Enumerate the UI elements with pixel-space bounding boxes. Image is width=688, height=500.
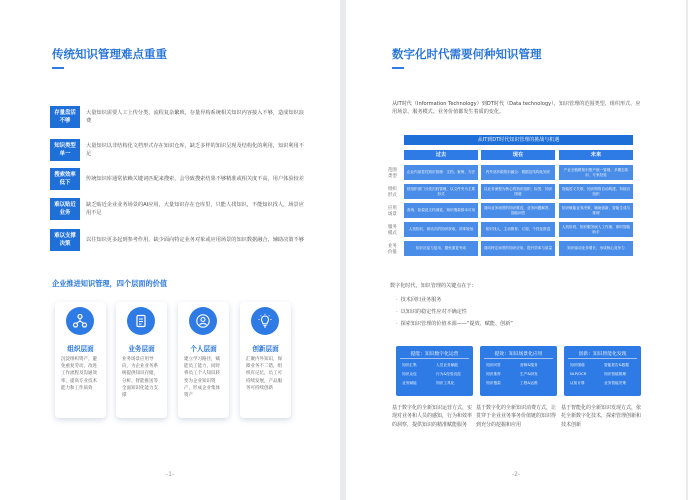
card-title: 个人层面 xyxy=(190,345,217,353)
box-title: 创新：知识智能化发现 xyxy=(578,352,627,357)
pain-point-tag: 难以支撑 决策 xyxy=(50,229,80,251)
key-point-bullet: · 技术回归业务服务 xyxy=(396,296,441,303)
box-item: 营销&服务 xyxy=(520,363,538,367)
box-description: 基于数字化的全新知识消费方式，让贯穿于企业业务事务价值链的知识得到充分的挖掘和应用 xyxy=(476,405,557,428)
table-cell: 企业内部显性知识管理：文档、案例、方法 xyxy=(404,165,478,180)
table-header: 过去 xyxy=(404,150,478,160)
box-item: 知识搜索 xyxy=(486,381,501,385)
box-title: 提能：知识数字化运营 xyxy=(410,352,459,357)
key-points-intro: 数字化时代，知识管理的关键点在于： xyxy=(390,283,477,289)
capability-box-innovation xyxy=(564,346,641,396)
card-body: 业务场景应用导向，为企业业务系统提供知识存储、分析、智能推送等全面知识化能力支撑 xyxy=(122,357,158,399)
box-item: 知识问答 xyxy=(486,363,501,367)
box-item: 行为&经验沉淀 xyxy=(436,372,461,376)
box-item: 智能报告&数据 xyxy=(604,363,629,367)
pain-point-desc: 以往知识更多起到参考作用，缺少面向特定业务对象或应用场景的知识数据融合，辅助决策不够 xyxy=(86,236,304,243)
key-point-bullet: · 以知识的稳定性应对不确定性 xyxy=(396,308,467,315)
table-cell: 产业全链路知识资产统一管理，多模态知识、专家经验 xyxy=(559,165,633,180)
pain-point-tag: 知识类型 单一 xyxy=(50,139,80,161)
box-item: 知识工具化 xyxy=(436,381,455,385)
pain-point-tag: 存量盘活 不够 xyxy=(50,106,80,128)
box-item: 业务智能决策 xyxy=(604,381,627,385)
page-title: 数字化时代需要何种知识管理 xyxy=(392,47,542,61)
page-right xyxy=(346,0,686,500)
card-body: 汇聚内外知识，保障业务不二错，组织有记忆，员工可持续发展，产品服务可持续创新 xyxy=(246,357,282,391)
table-cell: 查询、检索及文档浏览，知识搜索基本可用 xyxy=(404,203,478,218)
table-cell: 面向特定场景的知识应用，提升效率与质量 xyxy=(481,241,555,256)
value-card-business xyxy=(116,302,167,418)
page-left xyxy=(0,0,340,500)
value-card-innovation xyxy=(240,302,291,418)
intro-paragraph: 从IT时代（Information Technology）到DT时代（Data technology），知识管理的范围类型、组织形式、应用场景、服务模式、业务价值都发生着质的变化。 xyxy=(392,101,641,116)
table-row-label: 服务 模式 xyxy=(388,225,397,236)
table-row-label: 组织 形式 xyxy=(388,187,397,198)
person-icon xyxy=(189,307,217,335)
table-cell: 按组织部门分类归档管理，以文件夹为主要形式 xyxy=(404,184,478,199)
card-body: 建立学习路径，赋能员工能力，同时将员工个人知识转变为企业知识资产，形成企业集体资产 xyxy=(184,357,220,399)
card-title: 业务层面 xyxy=(128,345,155,353)
box-item: 知识智能推理 xyxy=(604,372,627,376)
box-item: 生产&研发 xyxy=(520,372,538,376)
pain-point-desc: 大量知识以非结构化文档形式存在知识仓库，缺乏多样的知识呈现及结构化的利用，知识利用不足 xyxy=(86,142,304,157)
title-accent-bar xyxy=(52,67,64,69)
table-row-label: 范围 类型 xyxy=(388,168,397,179)
pain-point-row xyxy=(50,104,305,130)
page-number: -1- xyxy=(165,471,175,478)
section-subtitle: 企业推进知识管理，四个层面的价值 xyxy=(52,279,168,288)
network-icon xyxy=(66,307,94,335)
pain-point-desc: 大量知识需要人工上传分类，流程复杂繁琐，存量异构系统相关知识内容接入不够，造成知识浪费 xyxy=(86,109,304,124)
pain-point-row xyxy=(50,166,305,192)
box-item: 知识汇集 xyxy=(402,363,417,367)
card-body: 沉淀组织资产，避免重复劳动，改进工作流程及沟通效率，提高专业技术能力和工作质效 xyxy=(61,357,97,391)
box-item: 业务赋能 xyxy=(402,381,417,385)
pain-point-row xyxy=(50,137,305,163)
pain-point-row xyxy=(50,227,305,253)
pain-point-tag: 难以贴近 业务 xyxy=(50,198,80,220)
box-item: 工程&运维 xyxy=(520,381,538,385)
table-cell: 智能语义关联、知识网络自动构建，持续自组织 xyxy=(559,184,633,199)
table-row-label: 应用 场景 xyxy=(388,206,397,217)
pain-point-row xyxy=(50,196,305,222)
box-divider xyxy=(484,358,553,359)
table-cell: 内外部多源知识融合：数据及结构化知识 xyxy=(481,165,555,180)
table-cell: 知识找人，主动推荐、订阅，个性化推送 xyxy=(481,222,555,237)
table-cell: 知识沉淀与复用，避免重复劳动 xyxy=(404,241,478,256)
box-item: 知识众包 xyxy=(402,372,417,376)
capability-box-operation xyxy=(396,346,473,396)
box-item: NLP/OCR xyxy=(570,372,587,376)
box-item: 人员业务赋能 xyxy=(436,363,459,367)
table-header: 现在 xyxy=(481,150,555,160)
box-item: 知识推荐 xyxy=(486,372,501,376)
value-card-personal xyxy=(178,302,229,418)
box-title: 提效：知识场景化应用 xyxy=(494,352,543,357)
title-accent-bar xyxy=(392,67,404,69)
pain-point-tag: 搜索效率 低下 xyxy=(50,168,80,190)
box-item: 认知计算 xyxy=(570,381,585,385)
box-divider xyxy=(568,358,637,359)
key-point-bullet: · 探索知识管理的价值本源——“提效、赋能、创新” xyxy=(396,320,513,327)
table-cell: 知识赋能业务决策，辅助创新，智能生成与推理 xyxy=(559,203,633,218)
box-divider xyxy=(400,358,469,359)
table-cell: 人机协同，知识服务嵌入工作流，即时智能助手 xyxy=(559,222,633,237)
box-item: 知识图谱 xyxy=(570,363,585,367)
box-description: 基于智能化的全新知识发现方式，依托全新数字化技术，探索管理创新和技术创新 xyxy=(561,405,642,428)
pain-point-desc: 传统知识库通常依赖关键词匹配来搜索，会导致搜索结果不够精准或相关度不高，用户体验较差 xyxy=(86,175,304,182)
table-cell: 知识驱动业务增长，形成核心竞争力 xyxy=(559,241,633,256)
table-cell: 人找知识，被动式的知识获取，效率较低 xyxy=(404,222,478,237)
page-title: 传统知识管理难点重重 xyxy=(52,47,167,61)
table-cell: 以业务流程为核心的知识组织，标签、知识图谱 xyxy=(481,184,555,199)
table-title: 从IT到DT时代知识管理的挑战与机遇 xyxy=(404,135,633,145)
capability-box-application xyxy=(480,346,557,396)
document-icon xyxy=(127,307,155,335)
box-description: 基于数字化的全新知识运营方式，实现对业务和人员的感知，行为和效率的洞察，提供知识的精准赋能服务 xyxy=(392,405,473,428)
page-number: -2- xyxy=(511,471,521,478)
card-title: 组织层面 xyxy=(67,345,94,353)
card-title: 创新层面 xyxy=(252,345,279,353)
table-cell: 面向业务场景的知识推送，业务问题解答、智能问答 xyxy=(481,203,555,218)
bulb-icon xyxy=(251,307,279,335)
table-header: 未来 xyxy=(559,150,633,160)
value-card-organization xyxy=(55,302,106,418)
pain-point-desc: 缺乏贴近企业业务场景的AI应用，大量知识存在仓库里，只能人找知识，不能知识找人，场景应用不足 xyxy=(86,201,304,216)
table-row-label: 业务 价值 xyxy=(388,244,397,255)
